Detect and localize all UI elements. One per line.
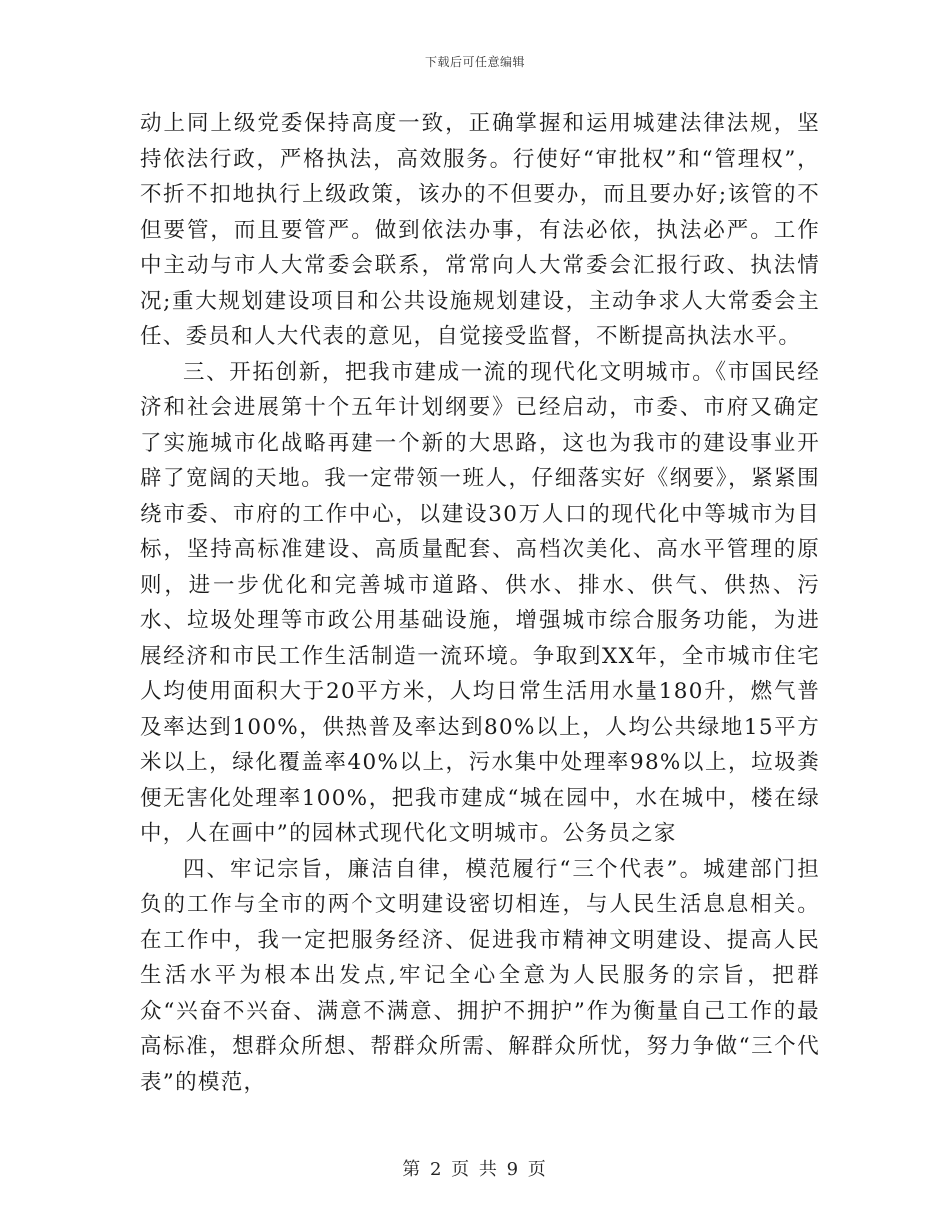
paragraph-2: 三、开拓创新，把我市建成一流的现代化文明城市。《市国民经济和社会进展第十个五年计划纲要》已经启动，市委、市府又确定了实施城市化战略再建一个新的大思路，这也为我市的建设事业开辟了宽阔的天地。我一定带领一班人，仔细落实好《纲要》，紧紧围绕市委、市府的工作中心，以建设30万人口的现代化中等城市为目标，坚持高标准建设、高质量配套、高档次美化、高水平管理的原则，进一步优化和完善城市道路、供水、排水、供气、供热、污水、垃圾处理等市政公用基础设施，增强城市综合服务功能，为进展经济和市民工作生活制造一流环境。争取到XX年，全市城市住宅人均使用面积大于20平方米，人均日常生活用水量180升，燃气普及率达到100%，供热普及率达到80%以上，人均公共绿地15平方米以上，绿化覆盖率40%以上，污水集中处理率98%以上，垃圾粪便无害化处理率100%，把我市建成“城在园中，水在城中，楼在绿中，人在画中”的园林式现代化文明城市。公务员之家 xyxy=(140,359,820,846)
page-header: 下载后可任意编辑 xyxy=(424,55,525,69)
document-body xyxy=(140,106,820,1100)
paragraph-1: 动上同上级党委保持高度一致，正确掌握和运用城建法律法规，坚持依法行政，严格执法，高效服务。行使好“审批权”和“管理权”，不折不扣地执行上级政策，该办的不但要办，而且要办好;该管的不但要管，而且要管严。做到依法办事，有法必依，执法必严。工作中主动与市人大常委会联系，常常向人大常委会汇报行政、执法情况;重大规划建设项目和公共设施规划建设，主动争求人大常委会主任、委员和人大代表的意见，自觉接受监督，不断提高执法水平。 xyxy=(140,111,820,349)
page-number-footer: 第 2 页 共 9 页 xyxy=(402,1159,548,1180)
paragraph-3: 四、牢记宗旨，廉洁自律，模范履行“三个代表”。城建部门担负的工作与全市的两个文明建设密切相连，与人民生活息息相关。在工作中，我一定把服务经济、促进我市精神文明建设、提高人民生活水平为根本出发点,牢记全心全意为人民服务的宗旨，把群众“兴奋不兴奋、满意不满意、拥护不拥护”作为衡量自己工作的最高标准，想群众所想、帮群众所需、解群众所忧，努力争做“三个代表”的模范， xyxy=(140,856,820,1095)
